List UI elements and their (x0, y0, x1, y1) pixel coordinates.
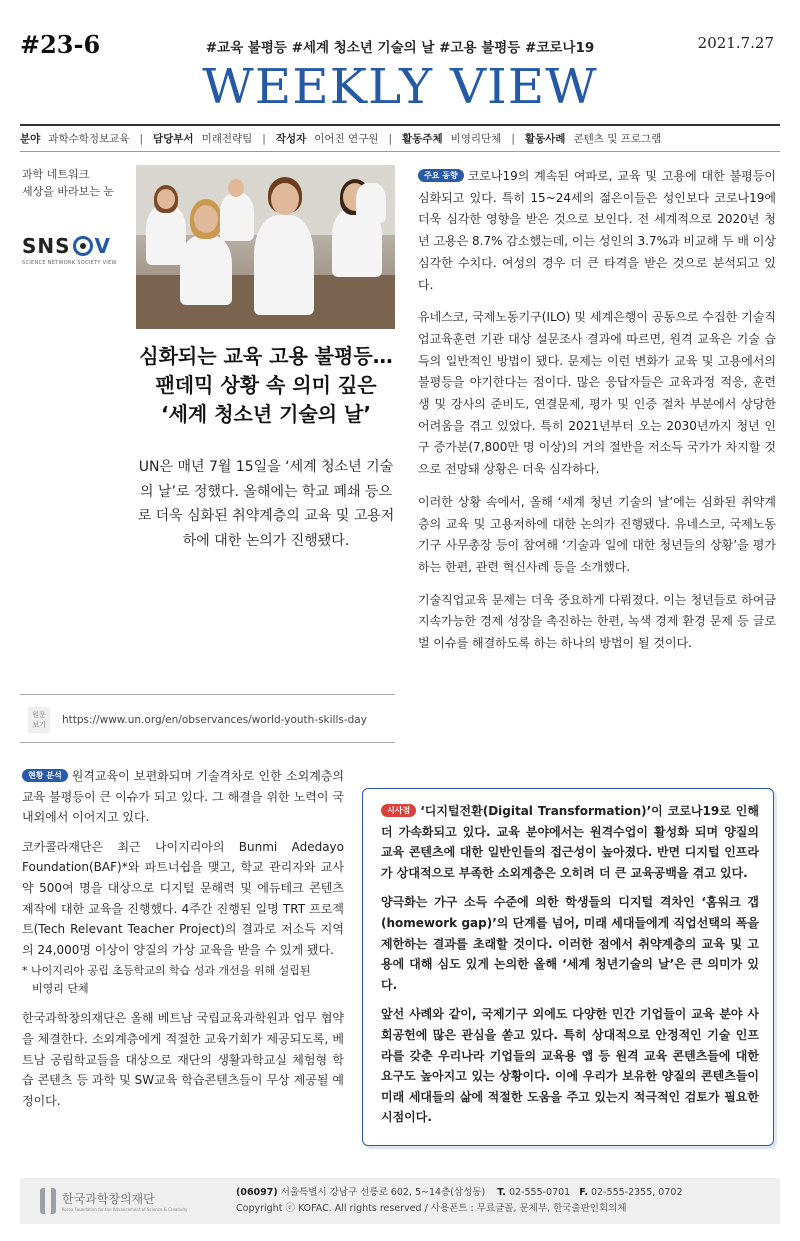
trend-paragraph-4: 기술직업교육 문제는 더욱 중요하게 다뤄졌다. 이는 청년들로 하여금 지속가능한 경제 성장을 촉진하는 한편, 녹색 경제 환경 문제 등 글로벌 이슈를 해결하도록 하는 하나의 방법이 될 것이다. (418, 592, 776, 651)
source-url-link[interactable]: https://www.un.org/en/observances/world-youth-skills-day (62, 714, 367, 726)
meta-label-actor: 활동주체 (402, 133, 443, 145)
photo-student-face (271, 183, 299, 215)
sns-logo-text: SNS (22, 234, 71, 258)
insight-paragraph-3: 앞선 사례와 같이, 국제기구 외에도 다양한 민간 기업들이 교육 분야 사회공헌에 많은 관심을 쏟고 있다. 특히 상대적으로 안정적인 기술 인프라를 갖춘 우리나라 기업들의 교육용 앱 등 원격 교육 콘텐츠들에 대한 요구도 높아지고 있는 상황이다. 이에 우리가 보유한 양질의 콘텐츠들이 미래 세대들의 삶에 적절한 도움을 주고 있는지 적극적인 검토가 필요한 시점이다. (381, 1007, 759, 1125)
insight-paragraph-2: 양극화는 가구 소득 수준에 의한 학생들의 디지털 격차인 ‘홈워크 갭(homework gap)’의 단계를 넘어, 미래 세대들에게 직업선택의 폭을 제한하는 결과를 초래할 것이다. 이러한 점에서 취약계층의 교육 및 고용에 대해 심도 있게 논의한 올해 ‘세계 청년기술의 날’은 큰 의미가 있다. (381, 895, 759, 992)
eye-icon (73, 236, 93, 256)
sns-logo-mark (22, 234, 118, 258)
footer (20, 1178, 780, 1224)
photo-student (356, 183, 386, 223)
trend-paragraph-3: 이러한 상황 속에서, 올해 ‘세계 청년 기술의 날’에는 심화된 취약계층의 교육 및 고용저하에 대한 논의가 진행됐다. 유네스코, 국제노동기구 사무총장 등이 참여해 ‘기술과 일에 대한 청년들의 상황’을 평가하는 한편, 관련 혁신사례 등을 소개했다. (418, 494, 776, 574)
meta-label-case: 활동사례 (524, 133, 566, 145)
issue-number: #23-6 (20, 30, 101, 59)
source-badge-line-2: 보기 (32, 721, 46, 729)
case-badge: 현황 분석 (22, 769, 68, 782)
footer-fax: 02-555-2355, 0702 (591, 1187, 683, 1198)
article-lead: UN은 매년 7월 15일을 ‘세계 청소년 기술의 날’로 정했다. 올해에는 학교 폐쇄 등으로 더욱 심화된 취약계층의 교육 및 고용저하에 대한 논의가 진행됐다. (137, 459, 395, 549)
sns-logo-v: V (94, 234, 112, 258)
sns-view-logo (22, 234, 118, 266)
meta-value-author: 이어진 연구원 (314, 133, 379, 145)
students-lab-photo (136, 165, 395, 329)
footer-address: 서울특별시 강남구 선릉로 602, 5~14층(삼성동) (280, 1187, 486, 1198)
case-paragraph-2: 코카콜라재단은 최근 나이지리아의 Bunmi Adedayo Foundation(BAF)*와 파트너쉽을 맺고, 학교 관리자와 교사 약 500여 명을 대상으로 디지털 문해력 및 에듀테크 콘텐츠 제작에 대한 교육을 진행했다. 4주간 진행된 일명 TRT 프로젝트(Tech Relevant Teacher Project)의 결과로 저소득 지역의 24,000명 이상이 양질의 가상 교육을 받을 수 있게 됐다. (22, 839, 344, 957)
meta-divider: | (139, 132, 143, 145)
photo-student-face (228, 179, 244, 197)
headline-line-3: ‘세계 청소년 기술의 날’ (161, 402, 371, 426)
footer-org-sub: Korea Foundation for the Advancement of Science & Creativity (62, 1207, 188, 1212)
footer-org (62, 1190, 187, 1212)
source-divider-top (20, 694, 395, 695)
insight-box (362, 788, 774, 1146)
photo-student-face (194, 205, 218, 233)
meta-bar (20, 124, 780, 152)
issue-date: 2021.7.27 (697, 34, 774, 52)
case-footnote-line-2: 비영리 단체 (32, 982, 89, 996)
meta-value-field: 과학수학정보교육 (48, 133, 130, 145)
footer-org-name: 한국과학창의재단 (62, 1192, 155, 1206)
article-headline (134, 342, 398, 429)
insight-text-1: ‘디지털전환(Digital Transformation)’이 코로나19로 인해 더 가속화되고 있다. 교육 분야에서는 원격수업이 활성화 되며 양질의 교육 콘텐츠에 대한 일반인들의 접근성이 높아졌다. 반면 디지털 인프라가 상대적으로 부족한 소외계층은 오히려 더 큰 교육공백을 겪고 있다. (381, 804, 759, 880)
meta-value-dept: 미래전략팀 (201, 133, 253, 145)
photo-student (180, 235, 232, 305)
footer-info (236, 1185, 683, 1217)
kofac-logo-icon (40, 1188, 56, 1214)
footer-tel: 02-555-0701 (508, 1187, 571, 1198)
meta-divider: | (388, 132, 393, 145)
photo-student (254, 215, 314, 315)
source-link-row[interactable] (28, 707, 367, 733)
case-footnote (22, 962, 344, 998)
footer-copyright: Copyright ⓒ KOFAC. All rights reserved / 사용폰트 : 무료글꼴, 문체부, 한국출판인회의체 (236, 1203, 627, 1214)
case-paragraph-3: 한국과학창의재단은 올해 베트남 국립교육과학원과 업무 협약을 체결한다. 소외계층에게 적절한 교육기회가 제공되도록, 베트남 공립학교들을 대상으로 재단의 생활과학교실 체험형 학습 콘텐츠 등 과학 및 SW교육 학습콘텐츠들이 무상 제공될 예정이다. (22, 1011, 344, 1108)
hashtags: #교육 불평등 #세계 청소년 기술의 날 #고용 불평등 #코로나19 (205, 40, 595, 56)
case-analysis-column (22, 766, 344, 1120)
insight-paragraph-1 (381, 801, 759, 883)
meta-label-field: 분야 (20, 133, 41, 145)
meta-label-author: 작성자 (275, 133, 307, 145)
meta-divider: | (511, 132, 515, 145)
meta-divider: | (262, 132, 266, 145)
footer-logo (40, 1188, 210, 1214)
trend-paragraph-2: 유네스코, 국제노동기구(ILO) 및 세계은행이 공동으로 수집한 기술직업교육훈련 기관 대상 설문조사 결과에 따르면, 원격 교육은 기술 습득의 일반적인 방법이 됐다. 문제는 이런 변화가 교육 및 고용에서의 불평등을 야기한다는 점이다. 많은 응답자들은 교육과정 적응, 훈련생 및 강사의 준비도, 연결문제, 평가 및 인증 절차 부분에서 상당한 어려움을 겪고 있었다. 특히 2021년부터 오는 2030년까지 청년 인구 증가분(7,800만 명 이상)의 거의 절반을 저소득 국가가 차지할 것으로 전망돼 상황은 더욱 심각하다. (418, 310, 776, 477)
sidebar-tagline (22, 166, 114, 200)
insight-badge: 시사점 (381, 804, 416, 817)
masthead-title: WEEKLY VIEW (202, 59, 598, 115)
trend-text-1: 코로나19의 계속된 여파로, 교육 및 고용에 대한 불평등이 심화되고 있다. 특히 15~24세의 젊은이들은 성인보다 코로나19에 더욱 심각한 영향을 받은 것으로 보인다. 전 세계적으로 2020년 청년 고용은 8.7% 감소했는데, 이는 성인의 3.7%과 비교해 두 배 이상 심각한 수치다. 여성의 경우 더 큰 타격을 받은 것으로 분석되고 있다. (418, 169, 776, 292)
photo-student-face (157, 189, 175, 209)
meta-value-case: 콘텐츠 및 프로그램 (573, 133, 662, 145)
footer-tel-label: T. (497, 1187, 506, 1198)
tagline-line-2: 세상을 바라보는 눈 (22, 185, 115, 198)
headline-line-2: 팬데믹 상황 속 의미 깊은 (155, 373, 377, 397)
headline-line-1: 심화되는 교육 고용 불평등… (139, 344, 393, 368)
tagline-line-1: 과학 네트워크 (22, 168, 90, 181)
meta-label-dept: 담당부서 (153, 133, 194, 145)
footer-postcode: (06097) (236, 1187, 278, 1198)
sns-logo-subtitle: SCIENCE NETWORK SOCIETY VIEW (22, 260, 117, 266)
source-badge-line-1: 원문 (32, 711, 46, 719)
footer-fax-label: F. (579, 1187, 588, 1198)
photo-student (220, 193, 254, 241)
footer-address-line (236, 1185, 683, 1201)
case-text-1: 원격교육이 보편화되며 기술격차로 인한 소외계층의 교육 불평등이 큰 이슈가 되고 있다. 그 해결을 위한 노력이 국내외에서 이어지고 있다. (22, 769, 344, 825)
case-footnote-line-1: * 나이지리아 공립 초등학교의 학습 성과 개선을 위해 설립된 (22, 964, 311, 978)
trend-badge: 주요 동향 (418, 169, 464, 182)
main-trend-column (418, 166, 776, 666)
source-badge (28, 707, 50, 733)
source-divider-bottom (20, 742, 395, 743)
trend-paragraph-1 (418, 166, 776, 296)
meta-value-actor: 비영리단체 (450, 133, 502, 145)
case-paragraph-1 (22, 766, 344, 828)
